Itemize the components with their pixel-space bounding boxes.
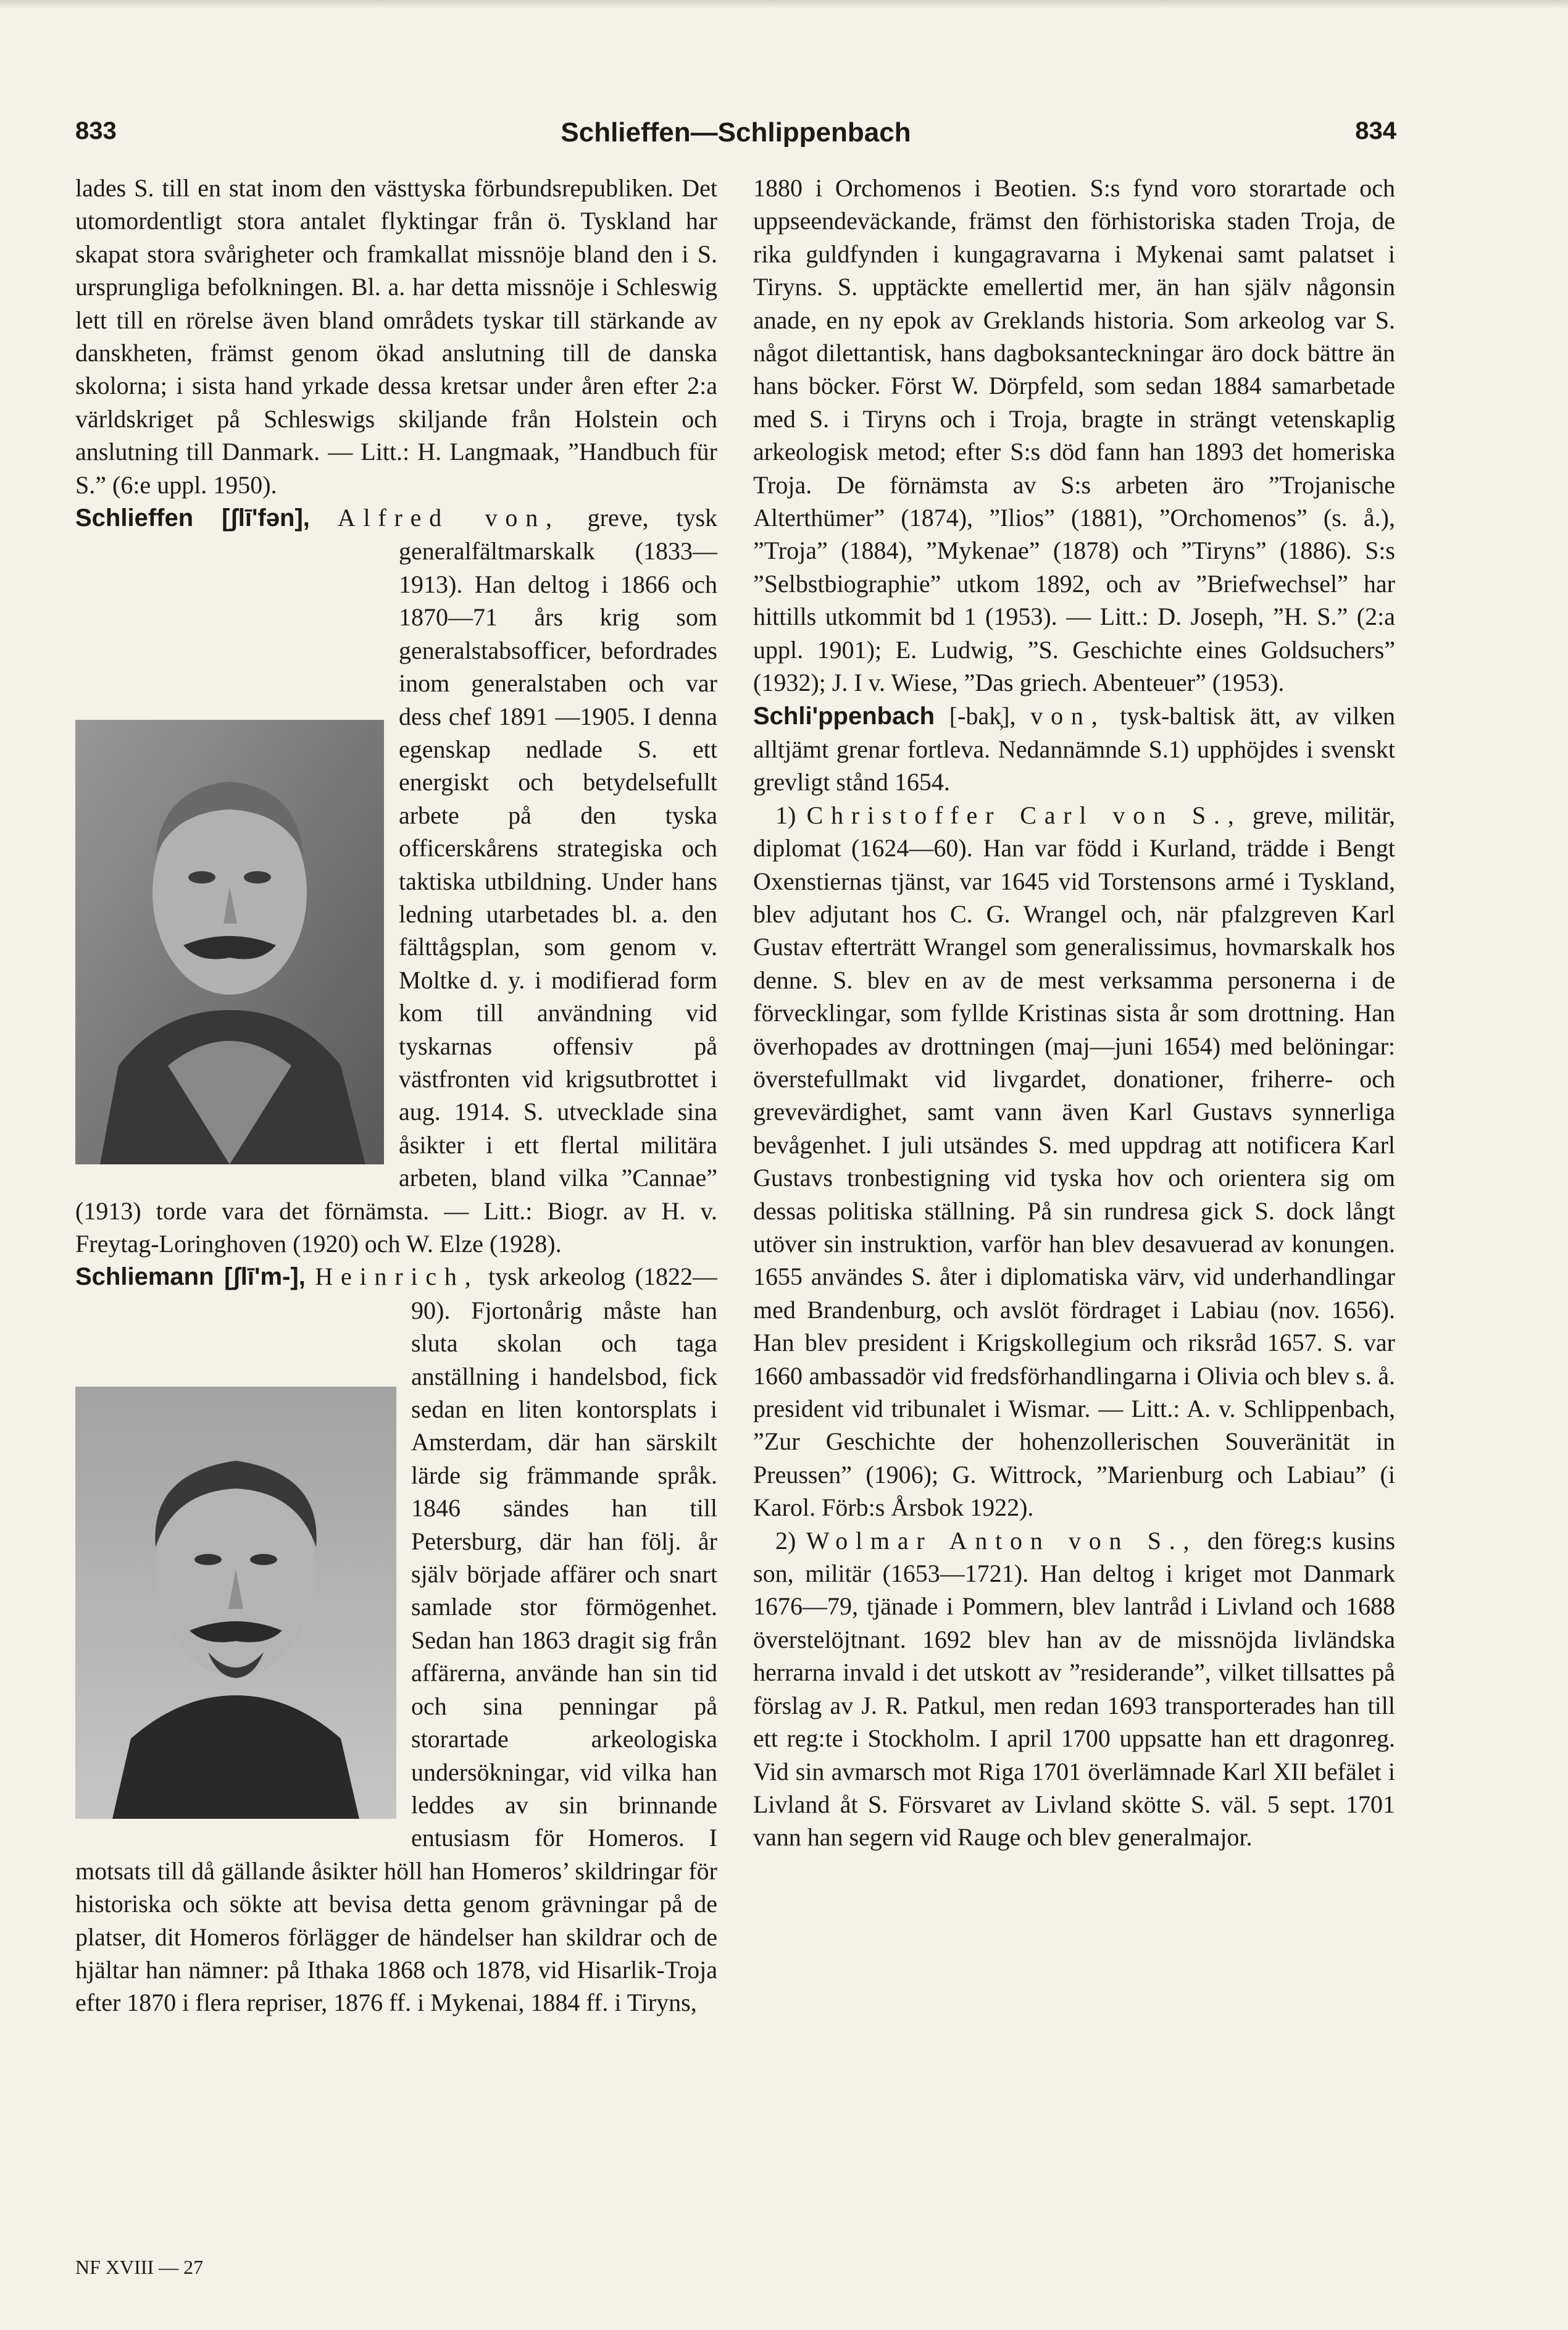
headword-schlippenbach: Schliʹppenbach <box>753 702 935 730</box>
entry-number-1: 1) <box>775 801 796 829</box>
running-header <box>75 117 1396 167</box>
name-schliemann: Heinrich, <box>315 1263 479 1291</box>
body-wolmar-anton: den föreg:s kusins son, militär (1653—1721). Han deltog i kriget mot Danmark 1676—79, tjänade i Pommern, blev lantråd i Livland och 1688 överstelöjtnant. 1692 blev han av de missnöjda livländska herrarna invald i det utskott av ”residerande”, vilket tillsattes på förslag av J. R. Patkul, men redan 1693 transporterades han till ett reg:te i Stockholm. I april 1700 uppsatte han ett dragonreg. Vid sin avmarsch mot Riga 1701 överlämnade Karl XII befälet i Livland åt S. Försvaret av Livland skötte S. väl. 5 sept. 1701 vann han segern vid Rauge och blev generalmajor. <box>753 1526 1396 1852</box>
name-wolmar-anton: Wolmar Anton von S., <box>806 1526 1198 1555</box>
paragraph-schleswig-cont: lades S. till en stat inom den västtyska förbundsrepubliken. Det utomordentligt stora antalet flyktingar från ö. Tyskland har skapat stora svårigheter och framkallat missnöje bland den i S. ursprungliga befolkningen. Bl. a. har detta missnöje i Schleswig lett till en rörelse även bland områdets tyskar till stärkande av danskheten, främst genom ökad anslutning till de danska skolorna; i sista hand yrkade dessa kretsar under åren efter 2:a världskriget på Schleswigs skiljande från Holstein och anslutning till Danmark. — Litt.: H. Langmaak, ”Handbuch für S.” (6:e uppl. 1950). <box>75 174 717 499</box>
page-edge <box>0 0 1568 9</box>
paragraph-schliemann-cont: 1880 i Orchomenos i Beotien. S:s fynd voro storartade och uppseendeväckande, främst den förhistoriska staden Troja, de rika guldfynden i kungagravarna i Mykenai samt palatset i Tiryns. S. upptäckte emellertid mer, än han själv någonsin anade, en ny epok av Greklands historia. Som arkeolog var S. något dilettantisk, hans dagboksanteckningar äro dock bättre än hans böcker. Först W. Dörpfeld, som sedan 1884 samarbetade med S. i Tiryns och i Troja, bragte in strängt vetenskaplig arkeologisk metod; efter S:s död fann han 1893 det homeriska Troja. De förnämsta av S:s arbeten äro ”Trojanische Alterthümer” (1874), ”Ilios” (1881), ”Orchomenos” (s. å.), ”Troja” (1884), ”Mykenae” (1878) och ”Tiryns” (1886). S:s ”Selbstbiographie” utkom 1892, och av ”Briefwechsel” har hittills utkommit bd 1 (1953). — Litt.: D. Joseph, ”H. S.” (2:a uppl. 1901); E. Ludwig, ”S. Geschichte eines Goldsuchers” (1932); J. I v. Wiese, ”Das griech. Abenteuer” (1953). <box>753 174 1395 697</box>
entry-number-2: 2) <box>775 1526 796 1555</box>
page-number-left: 833 <box>75 117 117 144</box>
right-column <box>753 172 1395 1854</box>
signature-mark: NF XVIII — 27 <box>75 2256 204 2278</box>
left-column <box>75 172 717 2019</box>
entry-christoffer-carl <box>753 799 1395 1524</box>
entry-schlippenbach <box>753 699 1395 799</box>
entry-schliemann <box>75 1260 717 2019</box>
portrait-schlieffen <box>75 720 384 1164</box>
body-christoffer-carl: greve, militär, diplomat (1624—60). Han var född i Kurland, trädde i Bengt Oxenstiernas tjänst, var 1645 vid Torstensons armé i Tyskland, blev adjutant hos C. G. Wrangel och, när pfalzgreven Karl Gustav efterträtt Wrangel som generalissimus, hovmarskalk hos denne. S. blev en av de mest verksamma personerna i de förvecklingar, som fyllde Kristinas sista år som drottning. Han överhopades av drottningen (maj—juni 1654) med belöningar: överstefullmakt vid livgardet, donationer, friherre- och grevevärdighet, samt vann även Karl Gustavs synnerliga bevågenhet. I juli utsändes S. med uppdrag att notificera Karl Gustavs tronbestigning vid tyska hov och orientera sig om dessas politiska ställning. På sin rundresa gick S. dock långt utöver sin instruktion, varför han blev desavuerad av konungen. 1655 användes S. åter i diplomatiska värv, vid underhandlingar med Brandenburg, och avslöt fördraget i Labiau (nov. 1656). Han blev president i Krigskollegium och riksråd 1657. S. var 1660 ambassadör vid fredsförhandlingarna i Olivia och blev s. å. president vid tribunalet i Wismar. — Litt.: A. v. Schlippenbach, ”Zur Geschichte der hohenzollerischen Souveränität in Preussen” (1906); G. Wittrock, ”Marienburg och Labiau” (i Karol. Förb:s Årsbok 1922). <box>753 801 1395 1522</box>
entry-schlieffen <box>75 501 717 1260</box>
body-schlieffen: greve, tysk generalfältmarskalk (1833—1913). Han deltog i 1866 och 1870—71 års krig som generalstabsofficer, befordrades inom generalstaben och var dess chef 1891 —1905. I denna egenskap nedlade S. ett energiskt och betydelsefullt arbete på den tyska officerskårens strategiska och taktiska utbildning. Under hans ledning utarbetades bl. a. den fälttågsplan, som genom v. Moltke d. y. i modifierad form kom till användning vid tyskarnas offensiv på västfronten vid krigsutbrottet i aug. 1914. S. utvecklade sina åsikter i ett flertal militära arbeten, bland vilka ”Cannae” (1913) torde vara det förnämsta. — Litt.: Biogr. av H. v. Freytag-Loringhoven (1920) och W. Elze (1928). <box>75 504 718 1258</box>
portrait-schliemann <box>75 1387 396 1819</box>
body-schlippenbach: tysk-baltisk ätt, av vilken alltjämt grenar fortleva. Nedannämnde S.1) upphöjdes i svenskt grevligt stånd 1654. <box>753 701 1395 796</box>
name-schlieffen: Alfred von, <box>337 504 560 532</box>
running-title: Schlieffen—Schlippenbach <box>561 117 911 148</box>
headword-schlieffen: Schlieffen [ʃlīʹfən], <box>75 504 310 532</box>
body-schliemann: tysk arkeolog (1822—90). Fjortonårig måste han sluta skolan och taga anställning i handelsbod, fick sedan en liten kontorsplats i Amsterdam, där han särskilt lärde sig främmande språk. 1846 sändes han till Petersburg, där han följ. år själv började affärer och snart samlade stor förmögenhet. Sedan han 1863 dragit sig från affärerna, använde han sin tid och sina penningar på storartade arkeologiska undersökningar, vid vilka han leddes av sin brinnande entusiasm för Homeros. I motsats till då gällande åsikter höll han Homeros’ skildringar för historiska och sökte att bevisa detta genom grävningar på de platser, dit Homeros förlägger de händelser han skildrar och de hjältar han nämner: på Ithaka 1868 och 1878, vid Hisarlik-Troja efter 1870 i flera repriser, 1876 ff. i Mykenai, 1884 ff. i Tiryns, <box>75 1263 717 2017</box>
von-schlippenbach: von, <box>1030 701 1106 730</box>
name-christoffer-carl: Christoffer Carl von S., <box>806 801 1242 829</box>
pron-schlippenbach: [-bak̦], <box>949 701 1016 730</box>
entry-wolmar-anton <box>753 1524 1395 1854</box>
page-number-right: 834 <box>1355 117 1396 144</box>
headword-schliemann: Schliemann [ʃlīʹm-], <box>75 1263 306 1291</box>
